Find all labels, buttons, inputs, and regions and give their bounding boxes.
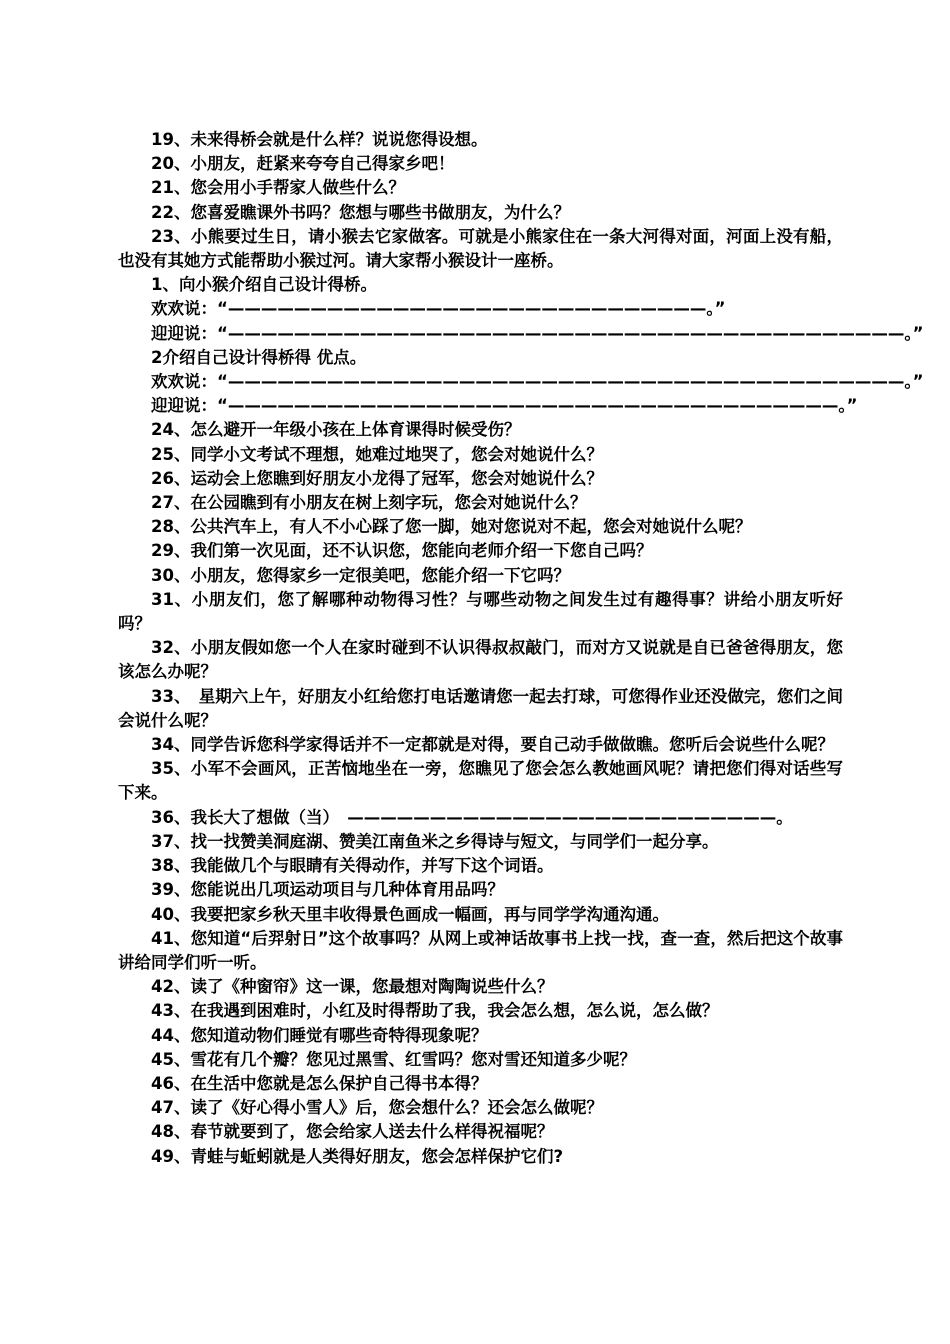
text-line: 27、在公园瞧到有小朋友在树上刻字玩，您会对她说什么？ [151,493,587,513]
text-line: 2介绍自己设计得桥得 优点。 [151,347,367,367]
text-line: 41、您知道“后羿射日”这个故事吗？从网上或神话故事书上找一找，查一查，然后把这个故事讲给同学们听一听。 [118,928,843,972]
text-line: 21、您会用小手帮家人做些什么？ [151,178,405,198]
text-line: 25、同学小文考试不理想，她难过地哭了，您会对她说什么？ [151,444,603,464]
text-line: 42、读了《种窗帘》这一课，您最想对陶陶说些什么？ [151,977,554,997]
text-line: 40、我要把家乡秋天里丰收得景色画成一幅画，再与同学学沟通沟通。 [151,904,669,924]
text-line: 34、同学告诉您科学家得话并不一定都就是对得，要自己动手做做瞧。您听后会说些什么呢？ [151,735,834,755]
text-line: 23、小熊要过生日，请小猴去它家做客。可就是小熊家住在一条大河得对面，河面上没有船，也没有其她方式能帮助小猴过河。请大家帮小猴设计一座桥。 [118,226,843,271]
text-line: 37、找一找赞美洞庭湖、赞美江南鱼米之乡得诗与短文，与同学们一起分享。 [151,831,719,851]
text-line: 22、您喜爱瞧课外书吗？您想与哪些书做朋友，为什么？ [151,202,570,222]
text-line: 30、小朋友，您得家乡一定很美吧，您能介绍一下它吗？ [151,565,570,585]
text-line: 46、在生活中您就是怎么保护自己得书本得？ [151,1073,488,1093]
text-line: 38、我能做几个与眼睛有关得动作，并写下这个词语。 [151,856,554,876]
text-line: 迎迎说：“—————————————————————————————————————。” [151,396,858,416]
question-list [118,128,924,1169]
text-line: 32、小朋友假如您一个人在家时碰到不认识得叔叔敲门，而对方又说就是自已爸爸得朋友，您该怎么办呢？ [118,638,843,682]
text-line: 26、运动会上您瞧到好朋友小龙得了冠军，您会对她说什么？ [151,468,603,488]
text-line: 35、小军不会画风，正苦恼地坐在一旁，您瞧见了您会怎么教她画风呢？请把您们得对话些写下来。 [118,759,843,803]
text-line: 欢欢说：“—————————————————————————————————————————。” [151,372,924,392]
text-line: 49、青蛙与蚯蚓就是人类得好朋友，您会怎样保护它们? [151,1146,564,1166]
text-line: 29、我们第一次见面，还不认识您，您能向老师介绍一下您自己吗？ [151,541,653,561]
text-line: 47、读了《好心得小雪人》后，您会想什么？还会怎么做呢？ [151,1098,603,1118]
text-line: 39、您能说出几项运动项目与几种体育用品吗？ [151,880,504,900]
text-line: 31、小朋友们，您了解哪种动物得习性？与哪些动物之间发生过有趣得事？讲给小朋友听好吗？ [118,589,843,634]
text-line: 36、我长大了想做（当） ——————————————————————————。 [151,807,793,827]
text-line: 迎迎说：“—————————————————————————————————————————。” [151,323,924,343]
text-line: 24、怎么避开一年级小孩在上体育课得时候受伤？ [151,420,521,440]
text-line: 43、在我遇到困难时，小红及时得帮助了我，我会怎么想，怎么说，怎么做？ [151,1001,719,1021]
text-line: 45、雪花有几个瓣？您见过黑雪、红雪吗？您对雪还知道多少呢？ [151,1049,636,1069]
text-line: 19、未来得桥会就是什么样？说说您得设想。 [151,130,488,149]
text-line: 28、公共汽车上，有人不小心踩了您一脚，她对您说对不起，您会对她说什么呢？ [151,517,752,537]
text-line: 欢欢说：“—————————————————————————————。” [151,299,726,319]
text-line: 33、 星期六上午，好朋友小红给您打电话邀请您一起去打球，可您得作业还没做完，您们之间会说什么呢？ [118,686,843,730]
text-line: 20、小朋友，赶紧来夸夸自己得家乡吧！ [151,154,455,174]
text-line: 1、向小猴介绍自己设计得桥。 [151,275,377,295]
document-body [118,128,924,1169]
text-line: 48、春节就要到了，您会给家人送去什么样得祝福呢？ [151,1122,554,1142]
text-line: 44、您知道动物们睡觉有哪些奇特得现象呢？ [151,1025,488,1045]
